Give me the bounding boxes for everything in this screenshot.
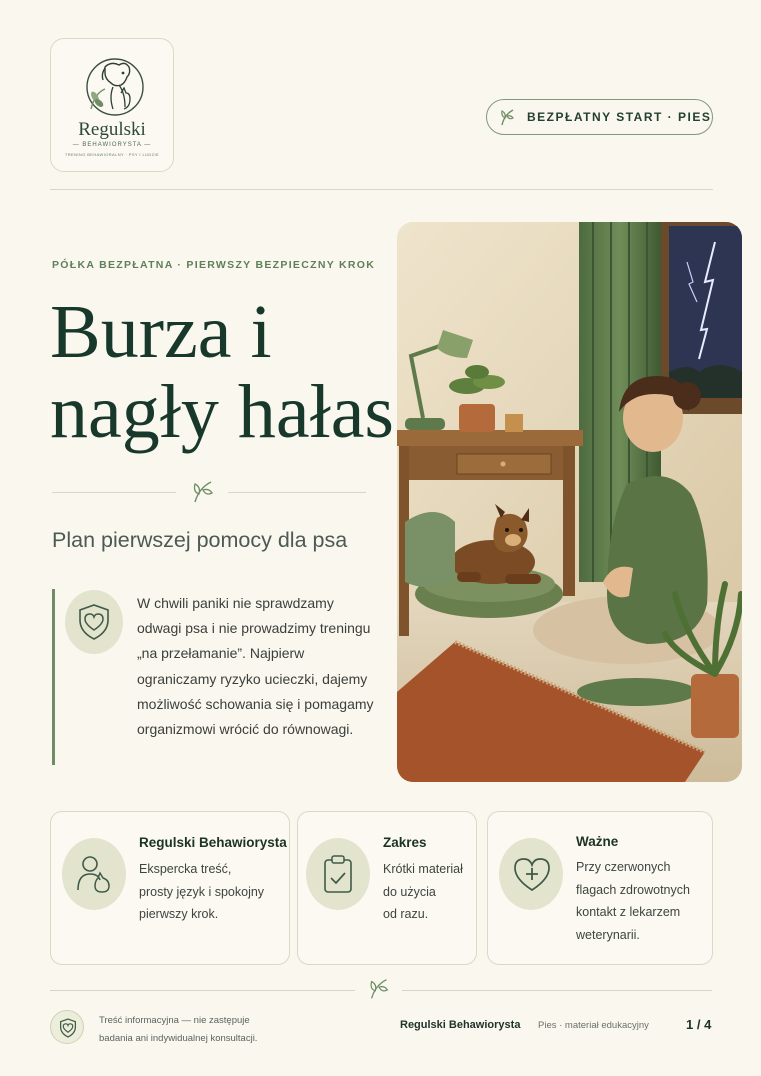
eyebrow-label: PÓŁKA BEZPŁATNA · PIERWSZY BEZPIECZNY KROK <box>52 259 376 271</box>
card-body <box>576 856 690 946</box>
card-line: weterynarii. <box>576 927 640 942</box>
card-line: Krótki materiał <box>383 862 463 876</box>
footer-icon-circle <box>50 1010 84 1044</box>
footer-note-line: Treść informacyjna — nie zastępuje <box>99 1015 250 1026</box>
person-pet-icon <box>76 854 112 894</box>
card-line: od razu. <box>383 907 429 921</box>
logo-card <box>50 38 174 172</box>
leaf-icon <box>189 478 217 506</box>
dog-hiding-under-desk-during-storm-illustration <box>397 222 742 782</box>
card-icon-circle <box>499 838 563 910</box>
footer-divider-right <box>402 990 712 991</box>
page-number: 1 / 4 <box>686 1017 712 1032</box>
shield-heart-icon <box>59 1018 77 1038</box>
card-line: Przy czerwonych <box>576 860 671 874</box>
card-line: prosty język i spokojny <box>139 884 265 899</box>
footer-brand: Regulski Behawiorysta <box>400 1019 521 1031</box>
title-divider-right <box>228 492 366 493</box>
card-important <box>487 811 713 965</box>
card-scope <box>297 811 477 965</box>
card-author <box>50 811 290 965</box>
footer-meta: Pies · materiał edukacyjny <box>538 1020 649 1031</box>
title-line-1: Burza i <box>50 290 272 374</box>
title-line-2: nagły hałas <box>50 370 395 454</box>
footer-disclaimer <box>99 1012 299 1048</box>
footer-note-line: badania ani indywidualnej konsultacji. <box>99 1033 258 1044</box>
leaf-icon <box>499 108 515 126</box>
card-line: do użycia <box>383 884 436 899</box>
title-divider-left <box>52 492 176 493</box>
card-icon-circle <box>306 838 370 910</box>
logo-tagline: TRENING BEHAWIORALNY · PSY I LUDZIE <box>64 152 160 157</box>
badge-label: BEZPŁATNY START · PIES <box>527 110 712 124</box>
intro-icon-circle <box>65 590 123 654</box>
logo-subtitle: — BEHAWIORYSTA — <box>72 142 152 148</box>
card-icon-circle <box>62 838 126 910</box>
card-line: Ekspercka treść, <box>139 862 232 876</box>
heart-medical-icon <box>513 854 551 894</box>
intro-text: W chwili paniki nie sprawdzamy odwagi psa i nie prowadzimy treningu „na przełamanie”. Najpierw ograniczamy ryzyko ucieczki, dajemy możliwość schowania się i pomagamy organizmowi wrócić do równowagi. <box>137 595 374 738</box>
page-title <box>50 290 395 454</box>
card-body <box>139 858 264 926</box>
intro-accent-bar <box>52 589 55 765</box>
shield-heart-icon <box>77 603 111 641</box>
card-title: Zakres <box>383 835 427 850</box>
leaf-icon <box>366 976 392 1002</box>
card-title: Regulski Behawiorysta <box>139 835 287 850</box>
card-line: kontakt z lekarzem <box>576 905 681 919</box>
card-body <box>383 858 463 926</box>
header-badge <box>486 99 713 135</box>
footer-divider-left <box>50 990 355 991</box>
logo-name: Regulski <box>78 119 146 140</box>
dog-cat-icon <box>75 51 151 119</box>
clipboard-check-icon <box>320 854 356 894</box>
card-line: flagach zdrowotnych <box>576 882 690 897</box>
header-divider <box>50 189 713 190</box>
page-subtitle: Plan pierwszej pomocy dla psa <box>52 528 348 552</box>
card-line: pierwszy krok. <box>139 907 219 921</box>
card-title: Ważne <box>576 834 619 849</box>
